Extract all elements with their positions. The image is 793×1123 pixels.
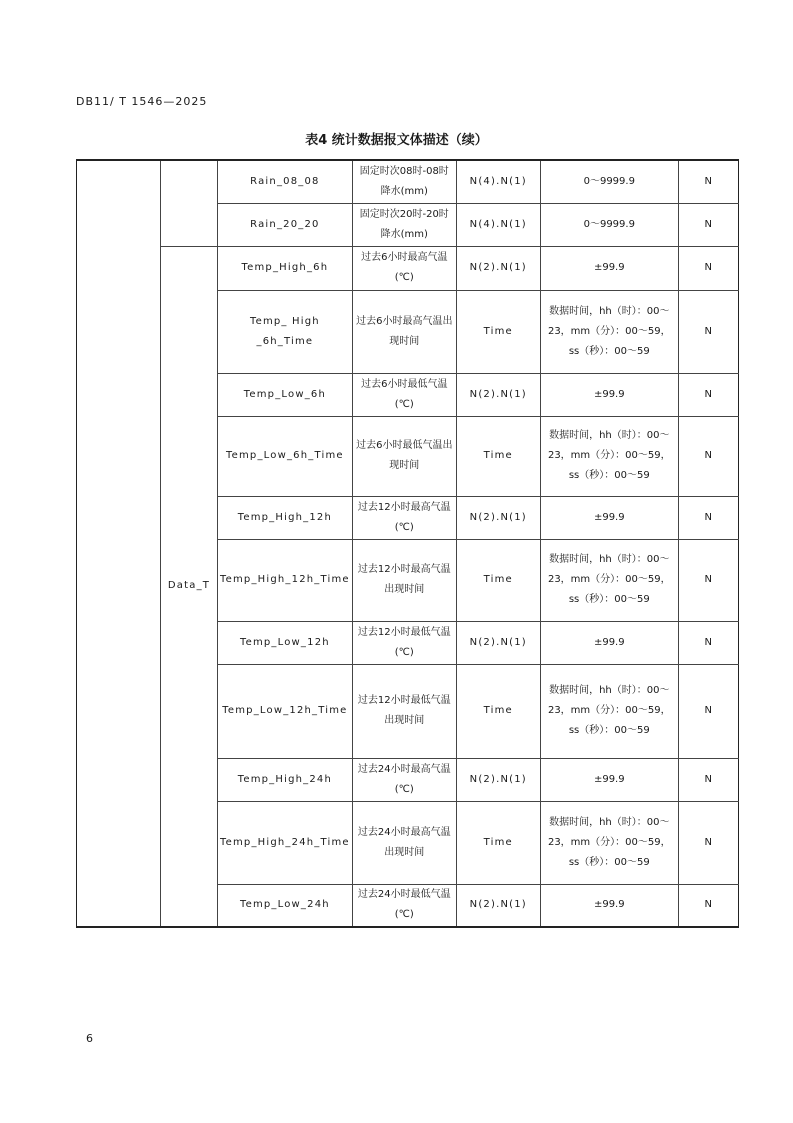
field-description: 过去12小时最低气温(℃) (352, 621, 456, 664)
field-range: ±99.9 (540, 246, 678, 290)
field-format: N(4).N(1) (456, 160, 540, 203)
field-flag: N (678, 246, 738, 290)
field-flag: N (678, 884, 738, 927)
field-name: Temp_Low_6h (218, 373, 353, 416)
field-description: 过去24小时最低气温(℃) (352, 884, 456, 927)
field-flag: N (678, 160, 738, 203)
field-range: ±99.9 (540, 884, 678, 927)
field-flag: N (678, 664, 738, 758)
field-description: 过去12小时最高气温出现时间 (352, 539, 456, 621)
data-description-table (76, 159, 739, 928)
field-flag: N (678, 539, 738, 621)
field-name: Rain_20_20 (218, 203, 353, 246)
field-flag: N (678, 758, 738, 801)
table-row (77, 246, 739, 290)
field-range: ±99.9 (540, 758, 678, 801)
field-range: 数据时间，hh（时）：00～23，mm（分）：00～59，ss（秒）：00～59 (540, 290, 678, 373)
field-flag: N (678, 801, 738, 884)
field-flag: N (678, 496, 738, 539)
field-name: Temp_Low_12h (218, 621, 353, 664)
field-flag: N (678, 373, 738, 416)
field-range: 数据时间，hh（时）：00～23，mm（分）：00～59，ss（秒）：00～59 (540, 539, 678, 621)
field-range: 0～9999.9 (540, 203, 678, 246)
field-name: Temp_High_24h (218, 758, 353, 801)
field-name: Temp_Low_6h_Time (218, 416, 353, 496)
field-name: Temp_ High _6h_Time (218, 290, 353, 373)
field-range: ±99.9 (540, 373, 678, 416)
field-range: 数据时间，hh（时）：00～23，mm（分）：00～59，ss（秒）：00～59 (540, 801, 678, 884)
field-description: 过去24小时最高气温(℃) (352, 758, 456, 801)
field-description: 过去12小时最低气温出现时间 (352, 664, 456, 758)
field-flag: N (678, 621, 738, 664)
field-name: Temp_Low_24h (218, 884, 353, 927)
field-format: N(2).N(1) (456, 884, 540, 927)
document-id: DB11/ T 1546—2025 (76, 95, 208, 108)
table-row (77, 160, 739, 203)
blank-cell (161, 160, 218, 246)
field-name: Temp_High_12h_Time (218, 539, 353, 621)
field-name: Temp_High_12h (218, 496, 353, 539)
field-flag: N (678, 203, 738, 246)
field-format: N(2).N(1) (456, 758, 540, 801)
field-name: Rain_08_08 (218, 160, 353, 203)
field-range: ±99.9 (540, 496, 678, 539)
field-name: Temp_High_24h_Time (218, 801, 353, 884)
field-range: 数据时间，hh（时）：00～23，mm（分）：00～59，ss（秒）：00～59 (540, 416, 678, 496)
blank-cell (77, 160, 161, 927)
field-flag: N (678, 416, 738, 496)
field-description: 过去6小时最低气温(℃) (352, 373, 456, 416)
field-range: 数据时间，hh（时）：00～23，mm（分）：00～59，ss（秒）：00～59 (540, 664, 678, 758)
field-range: 0～9999.9 (540, 160, 678, 203)
field-format: Time (456, 416, 540, 496)
field-description: 过去24小时最高气温出现时间 (352, 801, 456, 884)
group-label: Data_T (161, 246, 218, 927)
field-format: N(2).N(1) (456, 496, 540, 539)
field-description: 固定时次20时-20时降水(mm) (352, 203, 456, 246)
field-description: 过去6小时最低气温出现时间 (352, 416, 456, 496)
table-title: 表4 统计数据报文体描述（续） (305, 133, 488, 148)
field-description: 固定时次08时-08时降水(mm) (352, 160, 456, 203)
page-number: 6 (86, 1032, 93, 1045)
field-format: Time (456, 290, 540, 373)
field-description: 过去12小时最高气温(℃) (352, 496, 456, 539)
field-name: Temp_High_6h (218, 246, 353, 290)
field-flag: N (678, 290, 738, 373)
field-description: 过去6小时最高气温出现时间 (352, 290, 456, 373)
field-range: ±99.9 (540, 621, 678, 664)
field-format: N(2).N(1) (456, 246, 540, 290)
field-format: N(4).N(1) (456, 203, 540, 246)
field-format: Time (456, 801, 540, 884)
field-format: Time (456, 664, 540, 758)
field-format: N(2).N(1) (456, 373, 540, 416)
field-name: Temp_Low_12h_Time (218, 664, 353, 758)
field-format: N(2).N(1) (456, 621, 540, 664)
field-format: Time (456, 539, 540, 621)
field-description: 过去6小时最高气温(℃) (352, 246, 456, 290)
